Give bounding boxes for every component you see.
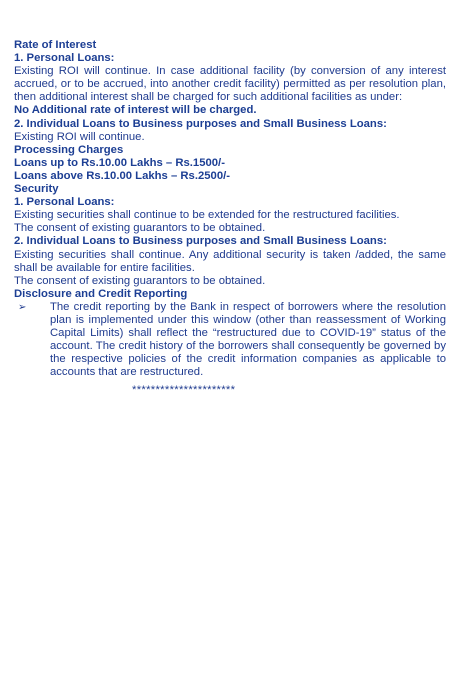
rate-personal-loans-heading: 1. Personal Loans: — [14, 52, 115, 65]
arrow-bullet-icon: ➢ — [18, 301, 27, 313]
rate-business-loans-text: Existing ROI will continue. — [14, 130, 145, 143]
processing-charges-line-1: Loans up to Rs.10.00 Lakhs – Rs.1500/- — [14, 156, 225, 169]
security-personal-loans-heading: 1. Personal Loans: — [14, 196, 115, 209]
disclosure-bullet-item — [14, 301, 446, 380]
security-heading: Security — [14, 183, 59, 196]
separator-stars: ********************** — [132, 384, 236, 397]
document-body — [14, 39, 446, 398]
security-business-text-1: Existing securities shall continue. Any additional security is taken /added, the same shall be available for entire facilities. — [14, 248, 446, 274]
security-business-loans-heading: 2. Individual Loans to Business purposes and Small Business Loans: — [14, 235, 387, 248]
security-business-text-2: The consent of existing guarantors to be obtained. — [14, 274, 266, 287]
disclosure-bullet-text: The credit reporting by the Bank in respect of borrowers where the resolution plan is implemented under this window (other than reassessment of Working Capital Limits) shall reflect the “restructured due to COVID-19” status of the account. The credit history of the borrowers shall consequently be governed by the respective policies of the credit information companies as applicable to accounts that are restructured. — [50, 300, 446, 379]
processing-charges-line-2: Loans above Rs.10.00 Lakhs – Rs.2500/- — [14, 169, 231, 182]
security-personal-text-1: Existing securities shall continue to be extended for the restructured facilities. — [14, 209, 400, 222]
disclosure-heading: Disclosure and Credit Reporting — [14, 287, 188, 300]
rate-of-interest-heading: Rate of Interest — [14, 39, 97, 51]
rate-personal-loans-text: Existing ROI will continue. In case additional facility (by conversion of any interest accrued, or to be accrued, into another credit facility) permitted as per resolution plan, then additional interest shall be charged for such additional facilities as under: — [14, 65, 446, 104]
security-personal-text-2: The consent of existing guarantors to be obtained. — [14, 222, 266, 235]
processing-charges-heading: Processing Charges — [14, 143, 124, 156]
no-additional-rate-text: No Additional rate of interest will be charged. — [14, 104, 257, 117]
rate-business-loans-heading: 2. Individual Loans to Business purposes and Small Business Loans: — [14, 117, 387, 130]
